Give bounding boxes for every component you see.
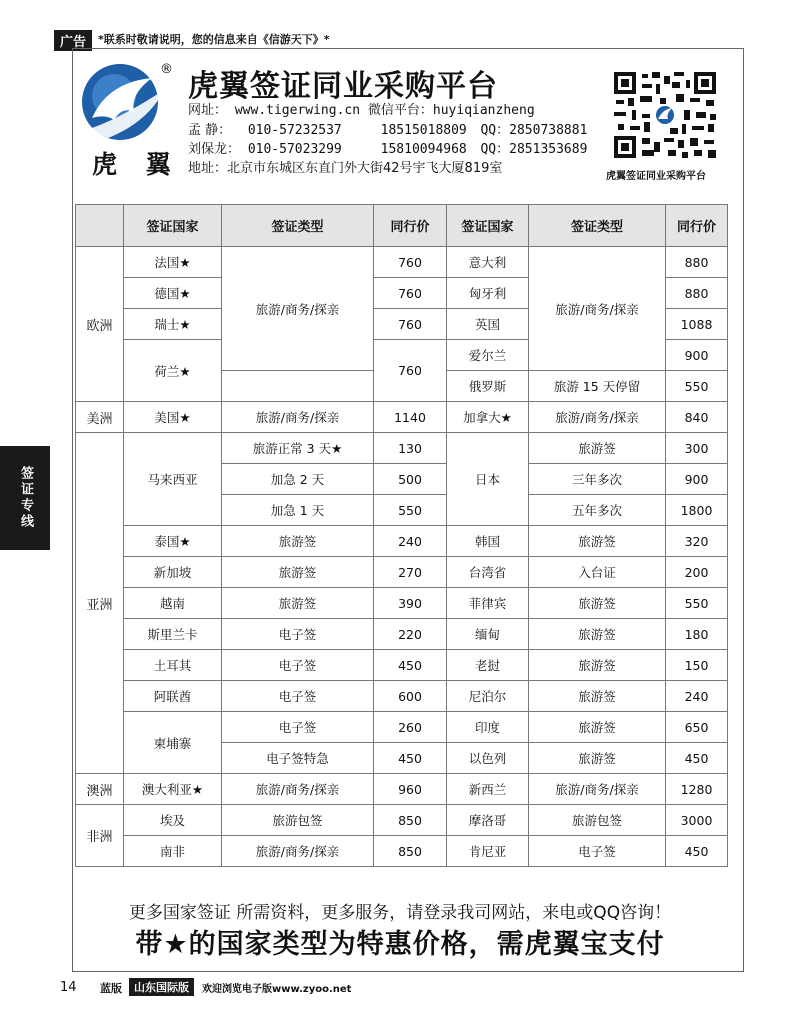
table-header-row (76, 205, 728, 247)
page-number: 14 (60, 980, 77, 995)
table-row (76, 433, 728, 464)
visa-type-cell: 旅游包签 (529, 805, 666, 836)
country-cell: 老挝 (447, 650, 529, 681)
table-row (76, 712, 728, 743)
price-cell: 3000 (666, 805, 728, 836)
visa-type-cell: 旅游/商务/探亲 (529, 247, 666, 371)
price-cell: 550 (666, 371, 728, 402)
price-cell: 1140 (374, 402, 447, 433)
region-oceania: 澳洲 (76, 774, 124, 805)
country-cell: 瑞士★ (124, 309, 222, 340)
visa-type-cell: 电子签 (222, 681, 374, 712)
country-cell: 马来西亚 (124, 433, 222, 526)
country-cell: 肯尼亚 (447, 836, 529, 867)
table-row (76, 557, 728, 588)
visa-type-cell: 旅游签 (529, 619, 666, 650)
country-cell: 英国 (447, 309, 529, 340)
price-cell: 220 (374, 619, 447, 650)
visa-type-cell: 旅游/商务/探亲 (222, 774, 374, 805)
country-cell: 俄罗斯 (447, 371, 529, 402)
ad-label: 广告 (54, 30, 92, 51)
header-region (76, 205, 124, 247)
visa-type-cell (222, 371, 374, 402)
qr-caption: 虎翼签证同业采购平台 (606, 171, 706, 182)
visa-type-cell: 旅游 15 天停留 (529, 371, 666, 402)
footer-website-note[interactable]: 欢迎浏览电子版www.zyoo.net (202, 984, 352, 995)
country-cell: 阿联酋 (124, 681, 222, 712)
price-cell: 550 (666, 588, 728, 619)
visa-type-cell: 电子签 (222, 712, 374, 743)
price-cell: 240 (374, 526, 447, 557)
region-africa: 非洲 (76, 805, 124, 867)
visa-type-cell: 旅游/商务/探亲 (529, 774, 666, 805)
header-visa-type: 签证类型 (222, 205, 374, 247)
visa-type-cell: 旅游/商务/探亲 (529, 402, 666, 433)
price-cell: 840 (666, 402, 728, 433)
side-tab-visa-line: 签证专线 (0, 446, 50, 550)
visa-type-cell: 旅游签 (222, 588, 374, 619)
contact-line-2: 刘保龙： 010-57023299 15810094968 QQ：2851353689 (188, 142, 588, 157)
visa-type-cell: 加急 2 天 (222, 464, 374, 495)
visa-type-cell: 旅游/商务/探亲 (222, 247, 374, 371)
country-cell: 土耳其 (124, 650, 222, 681)
country-cell: 以色列 (447, 743, 529, 774)
tiger-wing-logo-icon (78, 60, 173, 146)
header-country: 签证国家 (124, 205, 222, 247)
header-visa-type: 签证类型 (529, 205, 666, 247)
visa-type-cell: 电子签 (529, 836, 666, 867)
visa-type-cell: 旅游签 (529, 650, 666, 681)
region-asia: 亚洲 (76, 433, 124, 774)
price-cell: 850 (374, 836, 447, 867)
price-cell: 1088 (666, 309, 728, 340)
country-cell: 荷兰★ (124, 340, 222, 402)
table-row (76, 836, 728, 867)
visa-type-cell: 旅游签 (529, 681, 666, 712)
region-americas: 美洲 (76, 402, 124, 433)
country-cell: 匈牙利 (447, 278, 529, 309)
price-cell: 550 (374, 495, 447, 526)
country-cell: 越南 (124, 588, 222, 619)
country-cell: 尼泊尔 (447, 681, 529, 712)
country-cell: 柬埔寨 (124, 712, 222, 774)
price-cell: 450 (666, 743, 728, 774)
price-cell: 300 (666, 433, 728, 464)
country-cell: 摩洛哥 (447, 805, 529, 836)
price-cell: 760 (374, 309, 447, 340)
price-cell: 600 (374, 681, 447, 712)
price-cell: 900 (666, 464, 728, 495)
visa-type-cell: 旅游签 (222, 557, 374, 588)
price-cell: 390 (374, 588, 447, 619)
country-cell: 斯里兰卡 (124, 619, 222, 650)
country-cell: 德国★ (124, 278, 222, 309)
price-cell: 450 (374, 650, 447, 681)
country-cell: 爱尔兰 (447, 340, 529, 371)
visa-type-cell: 旅游/商务/探亲 (222, 402, 374, 433)
country-cell: 印度 (447, 712, 529, 743)
visa-type-cell: 电子签 (222, 619, 374, 650)
country-cell: 埃及 (124, 805, 222, 836)
platform-title: 虎翼签证同业采购平台 (188, 69, 498, 104)
country-cell: 日本 (447, 433, 529, 526)
price-cell: 450 (666, 836, 728, 867)
visa-type-cell: 旅游正常 3 天★ (222, 433, 374, 464)
table-row (76, 774, 728, 805)
price-cell: 1280 (666, 774, 728, 805)
region-europe: 欧洲 (76, 247, 124, 402)
qr-code-icon[interactable] (612, 70, 718, 160)
country-cell: 加拿大★ (447, 402, 529, 433)
visa-type-cell: 旅游签 (529, 526, 666, 557)
country-cell: 新西兰 (447, 774, 529, 805)
country-cell: 澳大利亚★ (124, 774, 222, 805)
table-row (76, 681, 728, 712)
table-row (76, 805, 728, 836)
country-cell: 泰国★ (124, 526, 222, 557)
table-row (76, 402, 728, 433)
country-cell: 美国★ (124, 402, 222, 433)
price-cell: 180 (666, 619, 728, 650)
price-cell: 1800 (666, 495, 728, 526)
price-cell: 760 (374, 278, 447, 309)
visa-type-cell: 入台证 (529, 557, 666, 588)
more-info-line: 更多国家签证 所需资料，更多服务，请登录我司网站，来电或QQ咨询！ (128, 903, 672, 923)
contact-line-1: 孟 静： 010-57232537 18515018809 QQ：2850738881 (188, 123, 588, 138)
country-cell: 台湾省 (447, 557, 529, 588)
table-row (76, 650, 728, 681)
header-price: 同行价 (666, 205, 728, 247)
registered-mark: ® (160, 62, 173, 77)
logo-text: 虎 翼 (92, 150, 181, 179)
price-cell: 200 (666, 557, 728, 588)
header-price: 同行价 (374, 205, 447, 247)
price-cell: 150 (666, 650, 728, 681)
visa-type-cell: 电子签特急 (222, 743, 374, 774)
country-cell: 新加坡 (124, 557, 222, 588)
header-country: 签证国家 (447, 205, 529, 247)
website-value[interactable]: www.tigerwing.cn 微信平台：huyiqianzheng (234, 103, 535, 118)
price-cell: 880 (666, 278, 728, 309)
visa-price-table (75, 204, 728, 867)
price-cell: 760 (374, 247, 447, 278)
price-cell: 130 (374, 433, 447, 464)
visa-type-cell: 五年多次 (529, 495, 666, 526)
price-cell: 500 (374, 464, 447, 495)
visa-type-cell: 旅游签 (529, 743, 666, 774)
country-cell: 缅甸 (447, 619, 529, 650)
price-cell: 450 (374, 743, 447, 774)
visa-type-cell: 旅游签 (529, 588, 666, 619)
special-offer-line: 带★的国家类型为特惠价格，需虎翼宝支付 (135, 929, 665, 960)
country-cell: 意大利 (447, 247, 529, 278)
country-cell: 南非 (124, 836, 222, 867)
country-cell: 法国★ (124, 247, 222, 278)
table-row (76, 247, 728, 278)
visa-type-cell: 电子签 (222, 650, 374, 681)
price-cell: 650 (666, 712, 728, 743)
price-cell: 900 (666, 340, 728, 371)
country-cell: 菲律宾 (447, 588, 529, 619)
visa-type-cell: 旅游签 (529, 433, 666, 464)
visa-type-cell: 旅游签 (222, 526, 374, 557)
website-line: 网址： www.tigerwing.cn 微信平台：huyiqianzheng (188, 103, 535, 118)
table-row (76, 619, 728, 650)
country-cell: 韩国 (447, 526, 529, 557)
visa-type-cell: 加急 1 天 (222, 495, 374, 526)
price-cell: 760 (374, 340, 447, 402)
visa-type-cell: 三年多次 (529, 464, 666, 495)
price-cell: 850 (374, 805, 447, 836)
address-line: 地址：北京市东城区东直门外大街42号宇飞大厦819室 (188, 161, 503, 176)
table-row (76, 588, 728, 619)
section-chip: 山东国际版 (129, 978, 194, 996)
visa-type-cell: 旅游签 (529, 712, 666, 743)
table-row (76, 526, 728, 557)
price-cell: 260 (374, 712, 447, 743)
ad-note: *联系时敬请说明，您的信息来自《信游天下》* (98, 33, 330, 46)
visa-type-cell: 旅游/商务/探亲 (222, 836, 374, 867)
price-cell: 960 (374, 774, 447, 805)
edition-label: 蓝版 (100, 982, 122, 995)
price-cell: 240 (666, 681, 728, 712)
price-cell: 320 (666, 526, 728, 557)
visa-type-cell: 旅游包签 (222, 805, 374, 836)
price-cell: 880 (666, 247, 728, 278)
price-cell: 270 (374, 557, 447, 588)
